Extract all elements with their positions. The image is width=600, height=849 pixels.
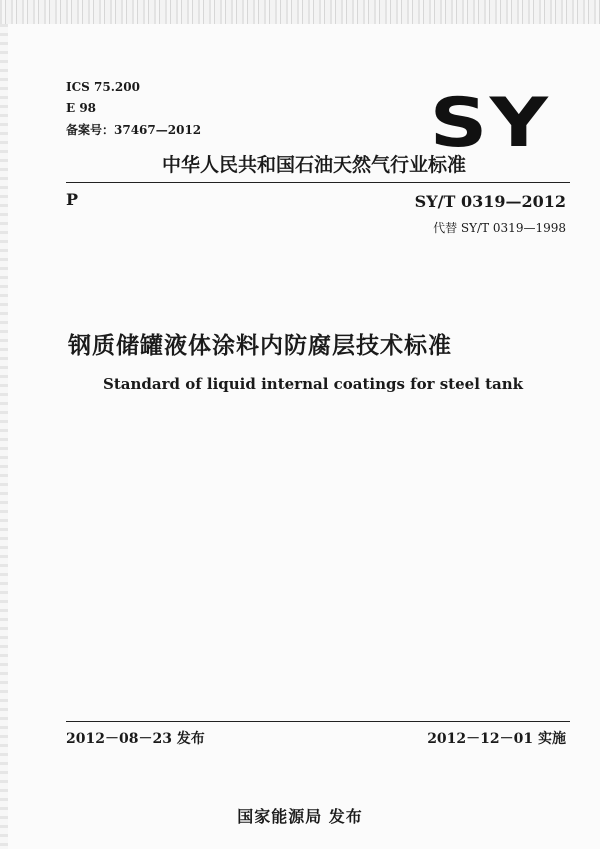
standard-number: SY/T 0319—2012 [414,192,566,211]
scan-edge-top [0,0,600,24]
title-chinese: 钢质储罐液体涂料内防腐层技术标准 [68,333,452,359]
replaces-note: 代替 SY/T 0319—1998 [433,221,566,235]
sy-logo: SY [429,84,550,163]
publishing-authority: 国家能源局 发布 [237,807,363,826]
title-english: Standard of liquid internal coatings for steel tank [103,375,524,393]
issue-date: 2012－08－23 发布 [66,731,205,747]
ics-code: ICS 75.200 [66,80,140,94]
issuer-heading: 中华人民共和国石油天然气行业标准 [162,154,467,176]
classification-code: E 98 [66,101,97,115]
category-letter: P [66,190,79,209]
implementation-date: 2012－12－01 实施 [427,731,566,747]
bottom-divider [66,721,570,722]
scan-edge-left [0,24,8,849]
record-number: 备案号：37467—2012 [66,123,202,137]
top-divider [66,182,570,183]
